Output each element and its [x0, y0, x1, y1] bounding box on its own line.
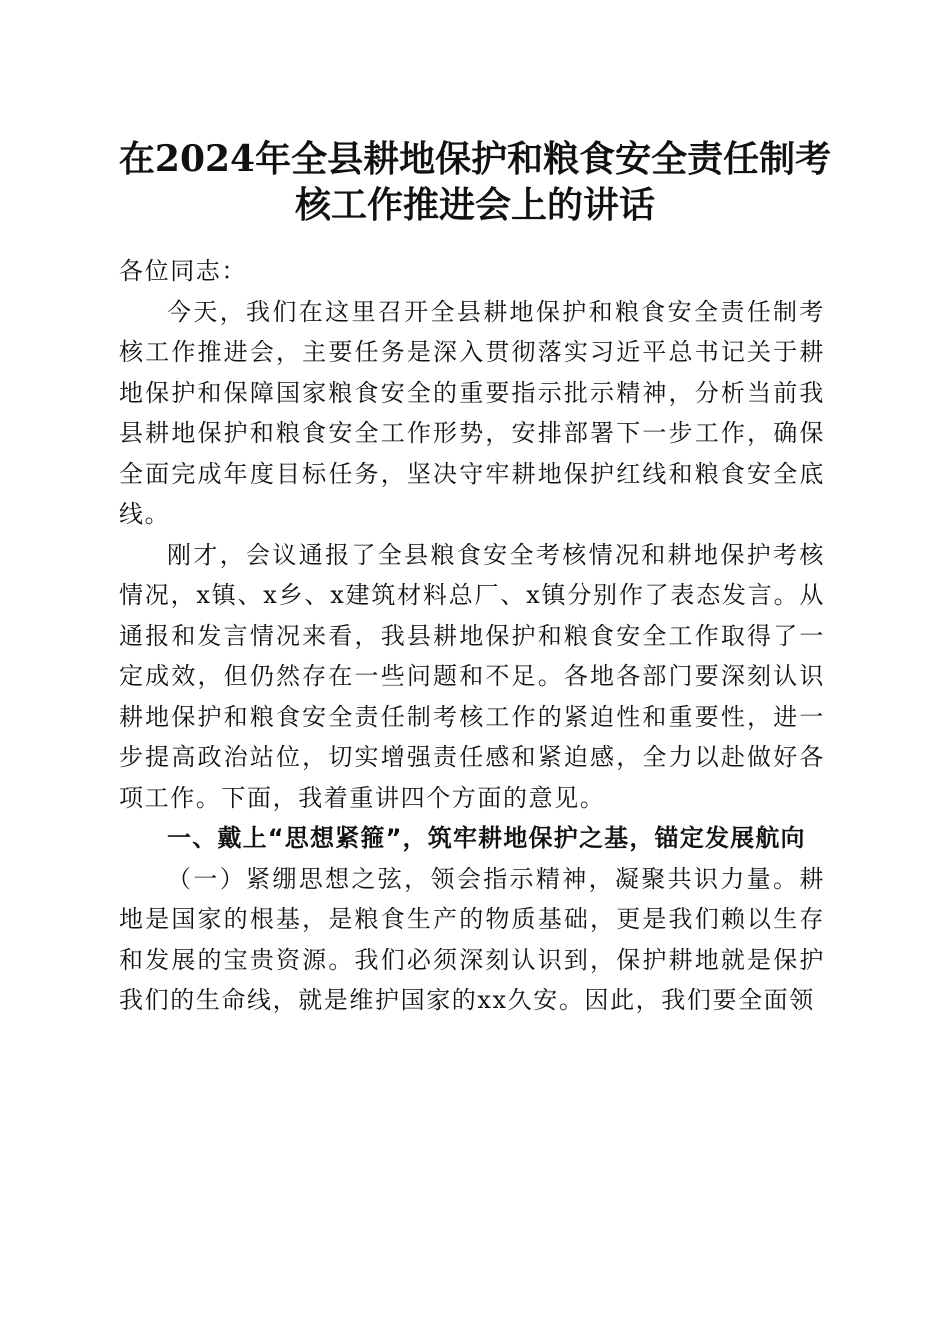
paragraph-opening: 今天，我们在这里召开全县耕地保护和粮食安全责任制考核工作推进会，主要任务是深入贯彻落实习近平总书记关于耕地保护和保障国家粮食安全的重要指示批示精神，分析当前我县耕地保护和粮食安全工作形势，安排部署下一步工作，确保全面完成年度目标任务，坚决守牢耕地保护红线和粮食安全底线。 — [119, 297, 825, 528]
paragraph-report: 刚才，会议通报了全县粮食安全考核情况和耕地保护考核情况，x镇、x乡、x建筑材料总厂、x镇分别作了表态发言。从通报和发言情况来看，我县耕地保护和粮食安全工作取得了一定成效，但仍然存在一些问题和不足。各地各部门要深刻认识耕地保护和粮食安全责任制考核工作的紧迫性和重要性，进一步提高政治站位，切实增强责任感和紧迫感，全力以赴做好各项工作。下面，我着重讲四个方面的意见。 — [119, 540, 825, 812]
subsection-heading-1: （一）紧绷思想之弦，领会指示精神，凝聚共识力量。 — [167, 864, 800, 893]
subsection-1-paragraph — [119, 859, 825, 1021]
title-line-1: 在2024年全县耕地保护和粮食安全责任制考 — [118, 138, 832, 180]
document-body — [119, 251, 825, 1021]
section-heading-1: 一、戴上“思想紧箍”，筑牢耕地保护之基，锚定发展航向 — [167, 824, 806, 852]
salutation: 各位同志： — [119, 257, 247, 285]
subsection-1-text: 耕地是国家的根基，是粮食生产的物质基础，更是我们赖以生存和发展的宝贵资源。我们必须深刻认识到，保护耕地就是保护我们的生命线，就是维护国家的xx久安。因此，我们要全面领 — [119, 864, 825, 1014]
title-line-2: 核工作推进会上的讲话 — [294, 184, 655, 226]
document-title — [100, 136, 850, 228]
